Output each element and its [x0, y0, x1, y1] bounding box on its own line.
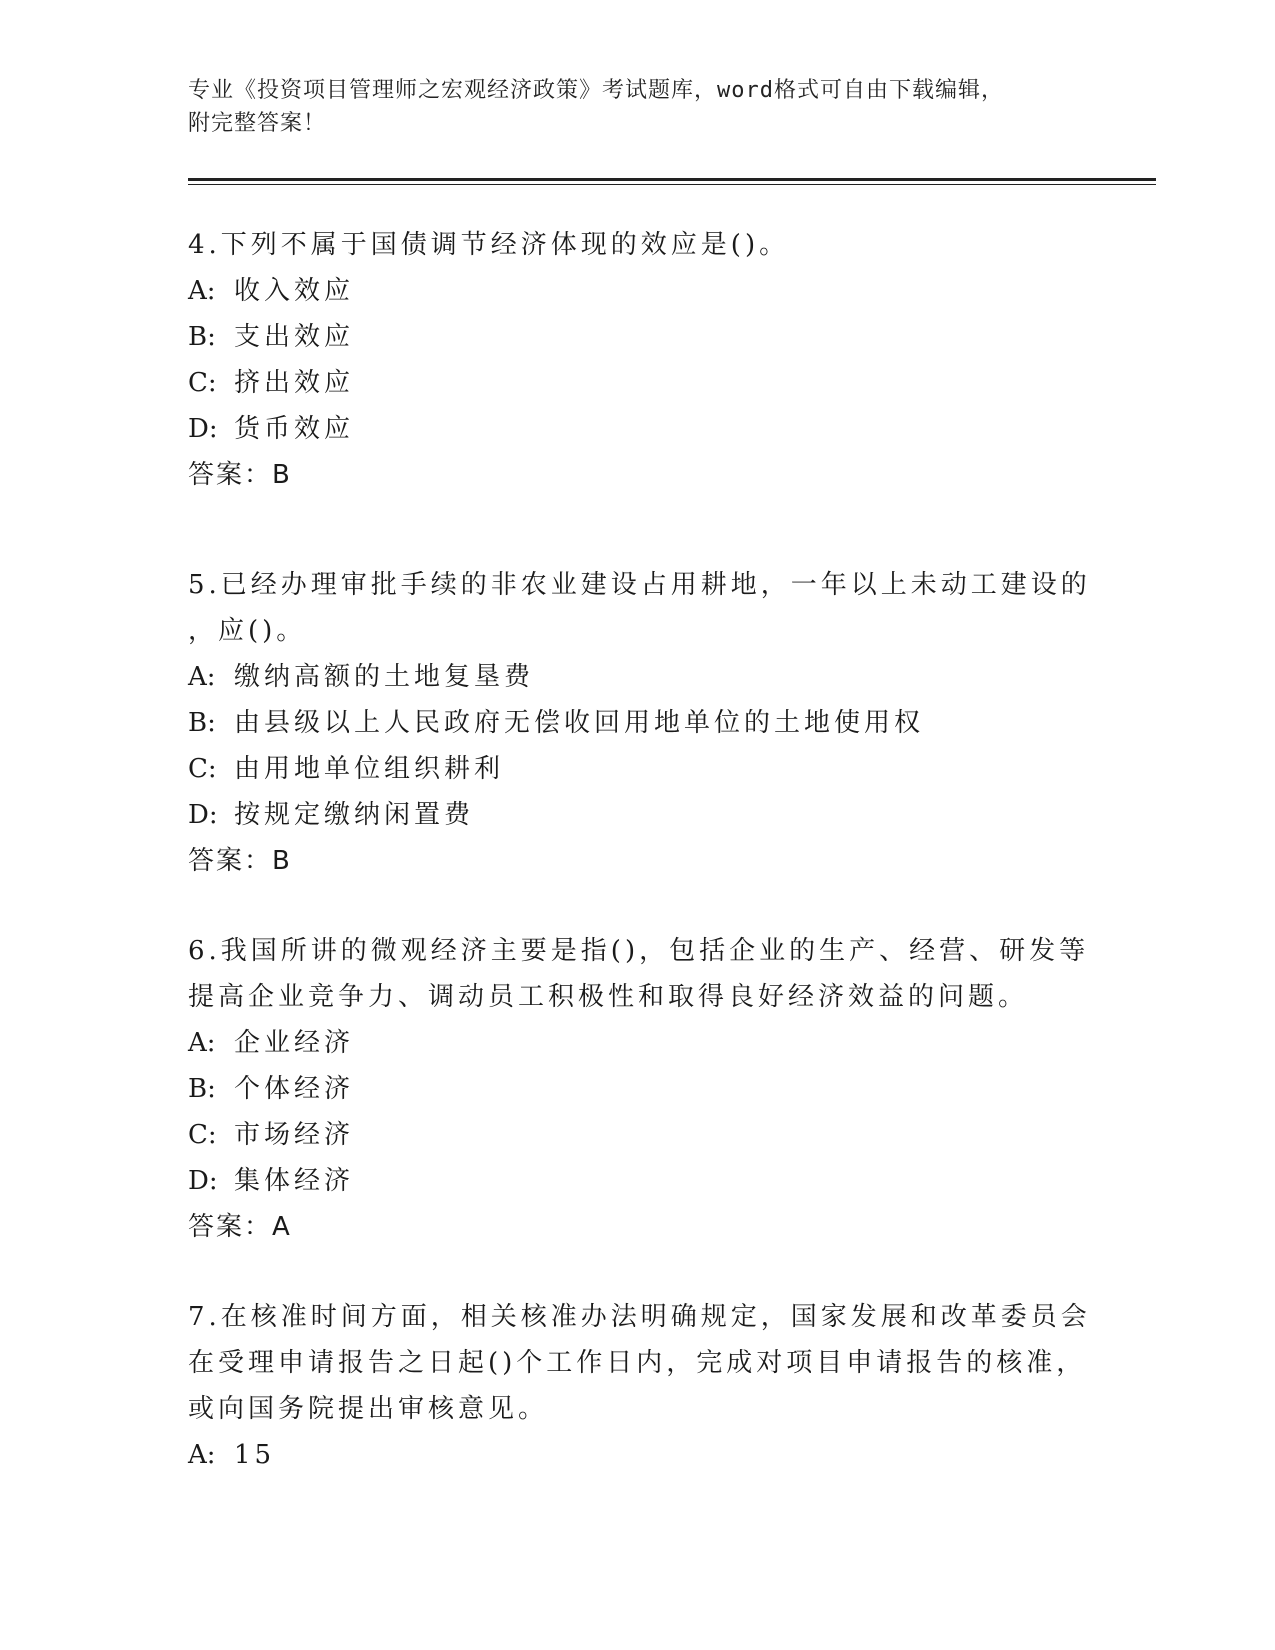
option-text: 挤出效应 [234, 368, 355, 398]
option-text: 市场经济 [234, 1120, 355, 1150]
option-key: D: [188, 1166, 218, 1196]
option-d [188, 792, 1088, 838]
option-b [188, 1066, 1088, 1112]
header-line-1: 专业《投资项目管理师之宏观经济政策》考试题库，word格式可自由下载编辑， [188, 78, 1004, 103]
option-d [188, 1158, 1088, 1204]
option-c [188, 360, 1088, 406]
header-divider-thick [188, 178, 1156, 181]
option-text: 15 [234, 1440, 276, 1470]
question-text-line: 5.已经办理审批手续的非农业建设占用耕地，一年以上未动工建设的 [188, 570, 1091, 600]
question-text-line: 4.下列不属于国债调节经济体现的效应是()。 [188, 230, 790, 260]
answer-line: 答案：A [188, 1212, 292, 1242]
option-a [188, 1020, 1088, 1066]
option-key: A: [188, 276, 216, 306]
header-divider-thin [188, 184, 1156, 185]
page-header [188, 74, 1068, 140]
question-text-line: 7.在核准时间方面，相关核准办法明确规定，国家发展和改革委员会 [188, 1302, 1091, 1332]
option-text: 货币效应 [234, 414, 355, 444]
option-text: 由县级以上人民政府无偿收回用地单位的土地使用权 [234, 708, 925, 738]
option-c [188, 1112, 1088, 1158]
option-text: 收入效应 [234, 276, 355, 306]
option-key: C: [188, 754, 217, 784]
option-text: 集体经济 [234, 1166, 355, 1196]
header-line-2: 附完整答案！ [188, 111, 327, 136]
option-key: A: [188, 662, 216, 692]
option-c [188, 746, 1088, 792]
question-text-line: 在受理申请报告之日起()个工作日内，完成对项目申请报告的核准， [188, 1348, 1087, 1378]
option-key: C: [188, 1120, 217, 1150]
answer-line: 答案：B [188, 846, 292, 876]
question-4 [188, 222, 1088, 498]
question-text-line: 6.我国所讲的微观经济主要是指()，包括企业的生产、经营、研发等 [188, 936, 1090, 966]
option-b [188, 700, 1088, 746]
option-b [188, 314, 1088, 360]
question-5 [188, 562, 1091, 884]
question-text-line: ，应()。 [188, 616, 307, 646]
option-text: 按规定缴纳闲置费 [234, 800, 475, 830]
option-key: B: [188, 1074, 216, 1104]
option-text: 企业经济 [234, 1028, 355, 1058]
option-key: A: [188, 1028, 216, 1058]
option-key: B: [188, 708, 216, 738]
option-key: D: [188, 414, 218, 444]
option-key: C: [188, 368, 217, 398]
question-7 [188, 1294, 1091, 1478]
option-a [188, 1432, 1088, 1478]
question-6 [188, 928, 1088, 1250]
option-a [188, 268, 1088, 314]
option-d [188, 406, 1088, 452]
option-a [188, 654, 1088, 700]
option-text: 支出效应 [234, 322, 355, 352]
option-key: B: [188, 322, 216, 352]
option-key: D: [188, 800, 218, 830]
option-key: A: [188, 1440, 216, 1470]
question-text-line: 提高企业竞争力、调动员工积极性和取得良好经济效益的问题。 [188, 982, 1029, 1012]
option-text: 缴纳高额的土地复垦费 [234, 662, 535, 692]
option-text: 个体经济 [234, 1074, 355, 1104]
option-text: 由用地单位组织耕利 [234, 754, 505, 784]
question-text-line: 或向国务院提出审核意见。 [188, 1394, 549, 1424]
answer-line: 答案：B [188, 460, 292, 490]
